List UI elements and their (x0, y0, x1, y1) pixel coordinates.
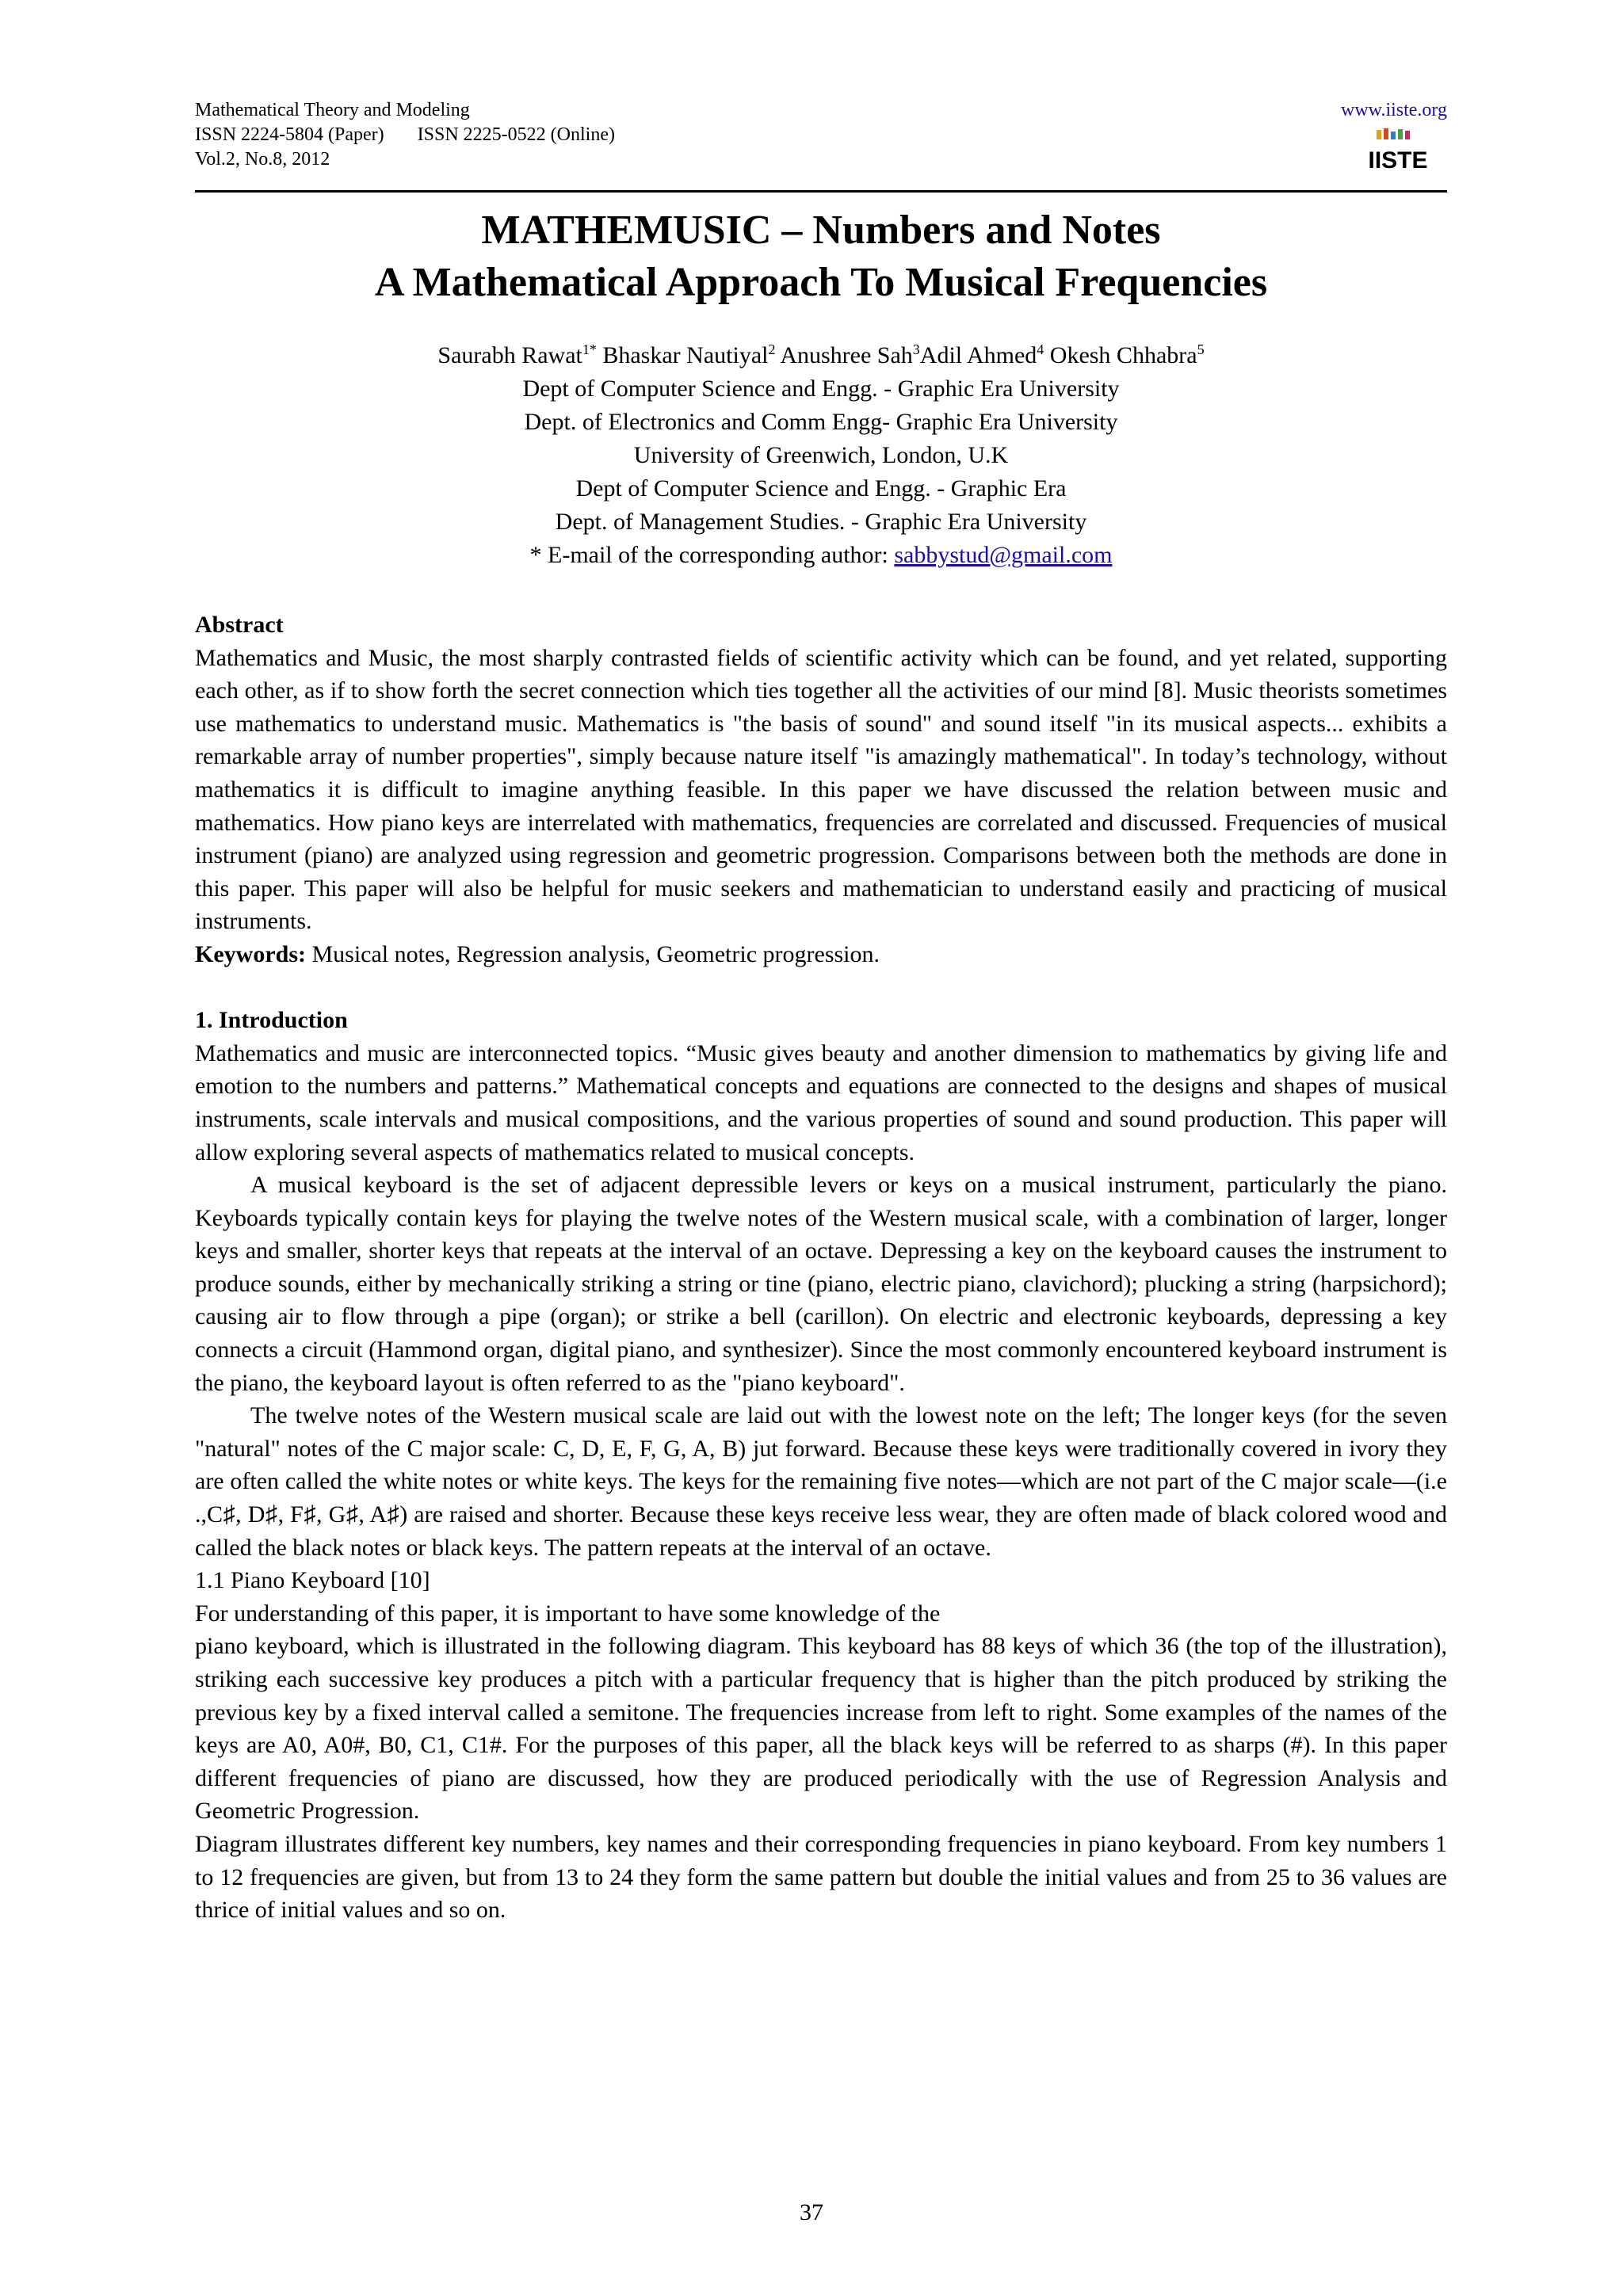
intro-paragraph-4a: For understanding of this paper, it is important to have some knowledge of the (195, 1600, 941, 1627)
journal-url-link[interactable]: www.iiste.org (1341, 100, 1447, 120)
intro-paragraph-3: The twelve notes of the Western musical scale are laid out with the lowest note on the left; The longer keys (for the seven "natural" notes of the C major scale: C, D, E, F, G, A, B) jut forward. Because these keys were traditionally covered in ivory they are often called the white notes or white keys. The keys for the remaining five notes—which are not part of the C major scale—(i.e .,C♯, D♯, F♯, G♯, A♯) are raised and shorter. Because these keys receive less wear, they are often made of black colored wood and called the black notes or black keys. The pattern repeats at the interval of an octave. (195, 1402, 1447, 1561)
author-sup: 3 (912, 341, 920, 357)
title-line-1: MATHEMUSIC – Numbers and Notes (481, 208, 1161, 253)
author-name: Saurabh Rawat (437, 342, 582, 368)
paper-title (195, 204, 1447, 309)
page-number: 37 (800, 2199, 823, 2225)
author-sup: 2 (768, 341, 776, 357)
keywords-text: Musical notes, Regression analysis, Geometric progression. (305, 940, 880, 967)
email-label: * E-mail of the corresponding author: (529, 542, 895, 568)
iiste-logo-icon (1368, 127, 1428, 174)
author-name: Okesh Chhabra (1044, 342, 1197, 368)
author-name: Anushree Sah (775, 342, 913, 368)
corresponding-author (195, 539, 1447, 572)
svg-text:IISTE: IISTE (1368, 147, 1428, 174)
email-link[interactable]: sabbystud@gmail.com (894, 542, 1113, 568)
author-names (195, 339, 1447, 372)
affiliation: Dept. of Electronics and Comm Engg- Graphic Era University (524, 409, 1118, 435)
author-sup: 5 (1197, 341, 1205, 357)
author-block (195, 339, 1447, 572)
journal-header (195, 98, 1447, 172)
issn-paper: ISSN 2224-5804 (Paper) (195, 124, 384, 145)
title-line-2: A Mathematical Approach To Musical Frequencies (374, 260, 1268, 305)
issn-line (195, 123, 1447, 147)
author-sup: 4 (1037, 341, 1044, 357)
keywords-line (195, 938, 1447, 971)
affiliation: Dept. of Management Studies. - Graphic Era University (555, 509, 1087, 535)
author-sup: 1* (582, 341, 597, 357)
journal-name: Mathematical Theory and Modeling (195, 100, 470, 120)
keywords-label: Keywords: (195, 940, 306, 967)
intro-heading: 1. Introduction (195, 1007, 348, 1034)
subsection-heading: 1.1 Piano Keyboard [10] (195, 1567, 430, 1594)
abstract-text: Mathematics and Music, the most sharply contrasted fields of scientific activity which can be found, and yet related, supporting each other, as if to show forth the secret connection which ties together all the activities of our mind [8]. Music theorists sometimes use mathematics to understand music. Mathematics is "the basis of sound" and sound itself "in its musical aspects... exhibits a remarkable array of number properties", simply because nature itself "is amazingly mathematical". In today’s technology, without mathematics it is difficult to imagine anything feasible. In this paper we have discussed the relation between music and mathematics. How piano keys are interrelated with mathematics, frequencies are correlated and discussed. Frequencies of musical instrument (piano) are analyzed using regression and geometric progression. Comparisons between both the methods are done in this paper. This paper will also be helpful for music seekers and mathematician to understand easily and practicing of musical instruments. (195, 644, 1447, 935)
header-rule (195, 190, 1447, 193)
affiliation: Dept of Computer Science and Engg. - Graphic Era University (522, 376, 1120, 402)
author-name: Adil Ahmed (919, 342, 1037, 368)
volume-line: Vol.2, No.8, 2012 (195, 149, 330, 170)
intro-paragraph-4b: piano keyboard, which is illustrated in the following diagram. This keyboard has 88 keys of which 36 (the top of the illustration), striking each successive key produces a pitch with a particular frequency that is higher than the pitch produced by striking the previous key by a fixed interval called a semitone. The frequencies increase from left to right. Some examples of the names of the keys are A0, A0#, B0, C1, C1#. For the purposes of this paper, all the black keys will be referred to as sharps (#). In this paper different frequencies of piano are discussed, how they are produced periodically with the use of Regression Analysis and Geometric Progression. (195, 1633, 1447, 1825)
intro-paragraph-2: A musical keyboard is the set of adjacent depressible levers or keys on a musical instrument, particularly the piano. Keyboards typically contain keys for playing the twelve notes of the Western musical scale, with a combination of larger, longer keys and smaller, shorter keys that repeats at the interval of an octave. Depressing a key on the keyboard causes the instrument to produce sounds, either by mechanically striking a string or tine (piano, electric piano, clavichord); plucking a string (harpsichord); causing air to flow through a pipe (organ); or strike a bell (carillon). On electric and electronic keyboards, depressing a key connects a circuit (Hammond organ, digital piano, and synthesizer). Since the most commonly encountered keyboard instrument is the piano, the keyboard layout is often referred to as the "piano keyboard". (195, 1172, 1447, 1396)
intro-paragraph-1: Mathematics and music are interconnected topics. “Music gives beauty and another dimension to mathematics by giving life and emotion to the numbers and patterns.” Mathematical concepts and equations are connected to the designs and shapes of musical instruments, scale intervals and musical compositions, and the various properties of sound and sound production. This paper will allow exploring several aspects of mathematics related to musical concepts. (195, 1039, 1447, 1165)
affiliation: Dept of Computer Science and Engg. - Graphic Era (575, 475, 1067, 502)
intro-paragraph-5: Diagram illustrates different key numbers, key names and their corresponding frequencies in piano keyboard. From key numbers 1 to 12 frequencies are given, but from 13 to 24 they form the same pattern but double the initial values and from 25 to 36 values are thrice of initial values and so on. (195, 1830, 1447, 1924)
paper-body (195, 608, 1447, 1927)
affiliation: University of Greenwich, London, U.K (633, 442, 1009, 468)
abstract-heading: Abstract (195, 612, 284, 638)
author-name: Bhaskar Nautiyal (596, 342, 769, 368)
issn-online: ISSN 2225-0522 (Online) (417, 124, 615, 145)
spacer (195, 971, 1447, 1005)
